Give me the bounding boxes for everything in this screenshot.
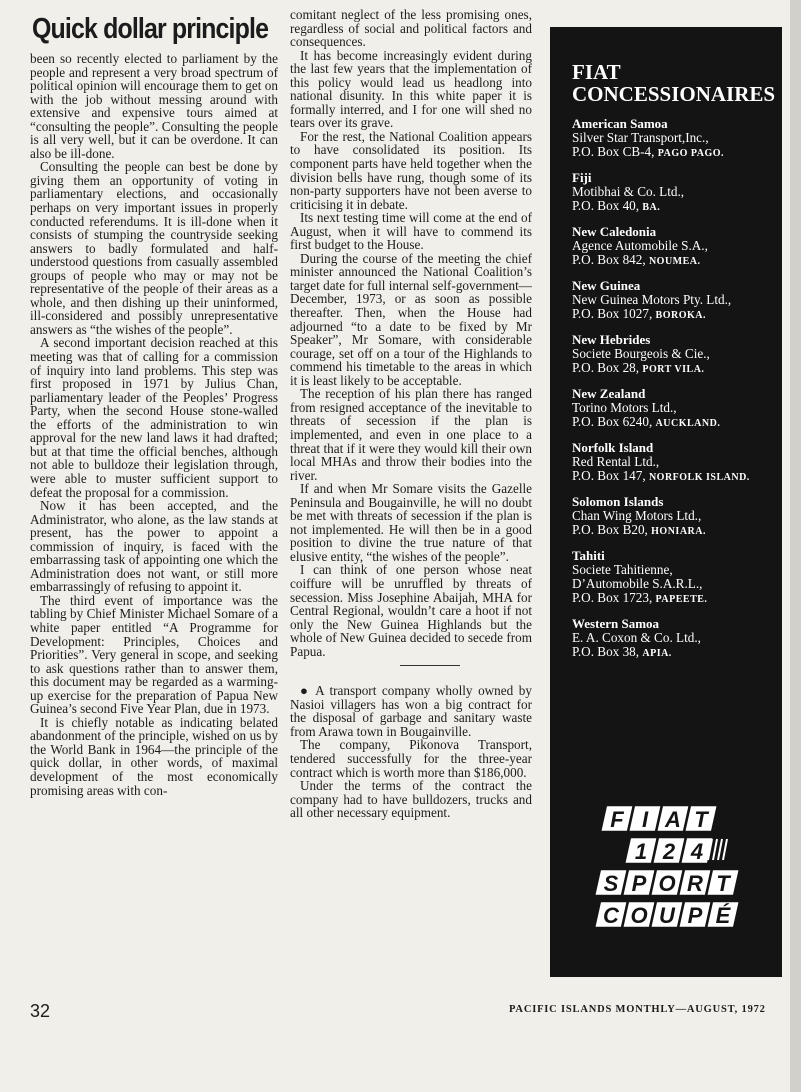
section-divider bbox=[400, 665, 460, 666]
entry-company: E. A. Coxon & Co. Ltd., bbox=[572, 630, 701, 645]
entry-company: Torino Motors Ltd., bbox=[572, 400, 677, 415]
entry-address-line bbox=[572, 307, 772, 323]
logo-letter: C bbox=[603, 903, 619, 928]
concessionaire-entry bbox=[572, 617, 772, 661]
entry-po-box: P.O. Box 1027, bbox=[572, 306, 653, 321]
ad-title: FIAT CONCESSIONAIRES bbox=[572, 60, 776, 106]
entry-company: Agence Automobile S.A., bbox=[572, 238, 708, 253]
paragraph: It has become increasingly evident during the last few years that the implementation of this policy would lead us headlong into national disunity. In this white paper it is formally interred, and I for one will shed no tears over its grave. bbox=[290, 47, 532, 131]
entry-company: Motibhai & Co. Ltd., bbox=[572, 184, 685, 199]
paragraph: For the rest, the National Coalition appears to have consolidated its position. Its component parts have held together when the division bells have rung, though some of its non-party supporters have not been averse to criticising it in debate. bbox=[290, 128, 532, 212]
entry-po-box: P.O. Box 147, bbox=[572, 468, 646, 483]
logo-letter: U bbox=[659, 903, 675, 928]
entry-po-box: P.O. Box 6240, bbox=[572, 414, 653, 429]
entry-po-box: P.O. Box 38, bbox=[572, 644, 640, 659]
paragraph: been so recently elected to parliament by the people and represent a very broad spectrum of political opinion will encourage them to get on with the job without messing around with extensive and expensive tours aimed at “consulting the people”. Consulting the people is all very well, but it can be overdone. It can also be ill-done. bbox=[30, 51, 278, 161]
logo-letter: I bbox=[641, 807, 649, 832]
entry-company: New Guinea Motors Pty. Ltd., bbox=[572, 292, 732, 307]
entry-address-line bbox=[572, 523, 772, 539]
entry-address-line bbox=[572, 469, 772, 485]
paragraph: I can think of one person whose neat coiffure will be unruffled by threats of secession. Miss Josephine Abaijah, MHA for Central Regional, wouldn’t care a hoot if not only the New Guinea Highlands but the whole of New Guinea decided to secede from Papua. bbox=[290, 562, 532, 659]
entry-city: PAPEETE. bbox=[655, 594, 708, 605]
logo-grille-bar bbox=[723, 839, 727, 860]
entry-address-line bbox=[572, 415, 772, 431]
entry-city: APIA. bbox=[642, 648, 672, 659]
fiat-advertisement bbox=[550, 27, 782, 977]
concessionaire-entry bbox=[572, 495, 772, 539]
concessionaire-list bbox=[572, 117, 772, 661]
logo-letter: P bbox=[687, 903, 703, 928]
paragraph: The third event of importance was the tabling by Chief Minister Michael Somare of a white paper entitled “A Programme for Development: Principles, Choices and Priorities”. Very general in scope, and seeking to ask questions rather than to answer them, this document may be regarded as a warming-up exercise for the preparation of Papua New Guinea’s second Five Year Plan, due in 1973. bbox=[30, 592, 278, 717]
running-footer: PACIFIC ISLANDS MONTHLY—AUGUST, 1972 bbox=[509, 1004, 766, 1015]
paragraph: It is chiefly notable as indicating belated abandonment of the principle, wished on us by the World Bank in 1964—the principle of the quick dollar, in other words, of maximal development of the most economically promising areas with con- bbox=[30, 714, 278, 798]
paragraph: A second important decision reached at this meeting was that of calling for a commission of inquiry into land problems. This step was first proposed in 1971 by Julius Chan, parliamentary leader of the Peoples’ Progress Party, when the second House stone-walled the efforts of the administration to win approval for the new land laws it had drafted; but at that time the official benches, although not able to bulldoze their legislation through, were able to muster sufficient support to defeat the proposal for a commission. bbox=[30, 335, 278, 500]
entry-city: PORT VILA. bbox=[642, 364, 705, 375]
entry-region: New Zealand bbox=[572, 386, 646, 401]
entry-po-box: P.O. Box 40, bbox=[572, 198, 640, 213]
entry-city: AUCKLAND. bbox=[655, 418, 721, 429]
paragraph: If and when Mr Somare visits the Gazelle Peninsula and Bougainville, he will no doubt be met with threats of secession if the plan is not implemented. He will then be in a good position to divine the true nature of that elusive entity, “the wishes of the people”. bbox=[290, 481, 532, 564]
entry-po-box: P.O. Box 28, bbox=[572, 360, 640, 375]
paragraph: Its next testing time will come at the end of August, when it will have to commend its first budget to the House. bbox=[290, 210, 532, 253]
concessionaire-entry bbox=[572, 225, 772, 269]
paragraph: During the course of the meeting the chief minister announced the National Coalition’s target date for full internal self-government—December, 1973, or as soon as possible thereafter. Then, when the House had adjourned “to a date to be fixed by Mr Speaker”, Mr Somare, with considerable courage, set off on a tour of the Highlands to commend his timetable to the areas in which it is least likely to be acceptable. bbox=[290, 250, 532, 388]
fiat-124-sport-coupe-logo bbox=[592, 803, 742, 943]
headline: Quick dollar principle bbox=[32, 13, 269, 45]
logo-letter: S bbox=[603, 871, 619, 896]
entry-city: NORFOLK ISLAND. bbox=[648, 472, 750, 483]
entry-region: New Guinea bbox=[572, 278, 641, 293]
entry-company: Red Rental Ltd., bbox=[572, 454, 660, 469]
entry-company: Societe Bourgeois & Cie., bbox=[572, 346, 710, 361]
paragraph: comitant neglect of the less promising ones, regardless of social and political factors and consequences. bbox=[290, 7, 532, 50]
paragraph: Consulting the people can best be done by giving them an opportunity of voting in parliamentary elections, and occasionally perhaps on very important issues in properly conducted referendums. It is ill-done when it consists of stumping the countryside seeking answers to badly formulated and half-understood questions from casually assembled groups of people who may or may not be representative of the people of their areas as a whole, and then dishing up their uninformed, ill-considered and possibly unrepresentative answers as “the wishes of the people”. bbox=[30, 159, 278, 337]
column-2-body bbox=[290, 8, 532, 658]
concessionaire-entry bbox=[572, 333, 772, 377]
logo-letter: F bbox=[610, 807, 624, 832]
entry-po-box: P.O. Box 1723, bbox=[572, 590, 653, 605]
entry-city: NOUMEA. bbox=[648, 256, 701, 267]
transport-news-item bbox=[290, 684, 532, 819]
entry-region: Norfolk Island bbox=[572, 440, 654, 455]
entry-address-line bbox=[572, 645, 772, 661]
logo-letter: R bbox=[687, 871, 703, 896]
concessionaire-entry bbox=[572, 171, 772, 215]
article-column-1 bbox=[30, 8, 278, 797]
concessionaire-entry bbox=[572, 549, 772, 607]
page-number: 32 bbox=[30, 1001, 51, 1021]
entry-region: Solomon Islands bbox=[572, 494, 664, 509]
concessionaire-entry bbox=[572, 279, 772, 323]
logo-letter: A bbox=[665, 807, 681, 832]
concessionaire-entry bbox=[572, 387, 772, 431]
paragraph: The reception of his plan there has ranged from resigned acceptance of the inevitable to threats of secession if the plan is implemented, and even in one place to a threat that if it were they would kill their own local MHAs and throw their bodies into the river. bbox=[290, 386, 532, 483]
entry-address-line bbox=[572, 199, 772, 215]
logo-letter: 1 bbox=[634, 839, 648, 864]
entry-company: Societe Tahitienne, D’Automobile S.A.R.L., bbox=[572, 562, 703, 591]
entry-po-box: P.O. Box 842, bbox=[572, 252, 646, 267]
entry-region: New Hebrides bbox=[572, 332, 651, 347]
entry-region: New Caledonia bbox=[572, 224, 657, 239]
entry-address-line bbox=[572, 361, 772, 377]
entry-address-line bbox=[572, 253, 772, 269]
article-column-2 bbox=[290, 8, 532, 820]
entry-po-box: P.O. Box CB-4, bbox=[572, 144, 655, 159]
logo-letter: É bbox=[715, 903, 731, 928]
entry-city: BOROKA. bbox=[655, 310, 706, 321]
entry-company: Silver Star Transport,Inc., bbox=[572, 130, 709, 145]
entry-city: PAGO PAGO. bbox=[657, 148, 725, 159]
entry-po-box: P.O. Box B20, bbox=[572, 522, 648, 537]
entry-region: Fiji bbox=[572, 170, 592, 185]
logo-letter: O bbox=[658, 871, 676, 896]
paragraph: ● A transport company wholly owned by Nasioi villagers has won a big contract for the disposal of garbage and sanitary waste from Arawa town in Bougainville. bbox=[290, 683, 532, 739]
logo-grille-bar bbox=[718, 839, 722, 860]
concessionaire-entry bbox=[572, 117, 772, 161]
entry-city: BA. bbox=[642, 202, 661, 213]
entry-city: HONIARA. bbox=[651, 526, 706, 537]
concessionaire-entry bbox=[572, 441, 772, 485]
page-edge-shadow bbox=[790, 0, 801, 1092]
entry-address-line bbox=[572, 145, 772, 161]
logo-letter: 4 bbox=[690, 839, 704, 864]
paragraph: Now it has been accepted, and the Administrator, who alone, as the law stands at present, has the power to appoint a commission of inquiry, is faced with the embarrassing task of appointing one which the Administration does not want, or still more embarrassingly of refusing to appoint it. bbox=[30, 498, 278, 595]
entry-company: Chan Wing Motors Ltd., bbox=[572, 508, 702, 523]
logo-letter: 2 bbox=[662, 839, 676, 864]
column-1-body bbox=[30, 52, 278, 797]
entry-address-line bbox=[572, 591, 772, 607]
entry-region: Tahiti bbox=[572, 548, 605, 563]
logo-letter: O bbox=[630, 903, 648, 928]
logo-letter: T bbox=[694, 807, 708, 832]
logo-letter: P bbox=[631, 871, 647, 896]
paragraph: The company, Pikonova Transport, tendered successfully for the three-year contract which is worth more than $186,000. bbox=[290, 737, 532, 780]
logo-letter: T bbox=[716, 871, 730, 896]
entry-region: American Samoa bbox=[572, 116, 668, 131]
paragraph: Under the terms of the contract the company had to have bulldozers, trucks and all other necessary equipment. bbox=[290, 778, 532, 821]
entry-region: Western Samoa bbox=[572, 616, 660, 631]
